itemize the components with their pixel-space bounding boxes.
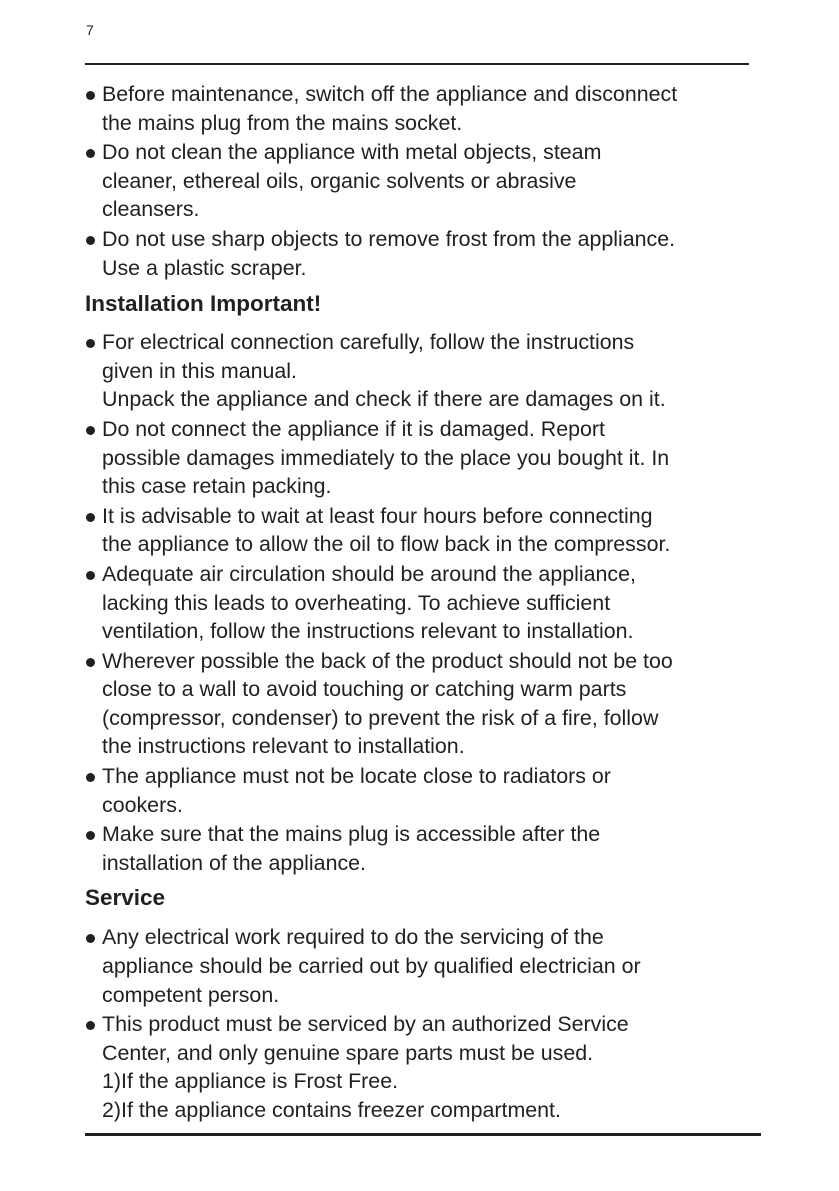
- bullet-dot-icon: [86, 149, 95, 158]
- bullet-item: [85, 415, 765, 501]
- bullet-text-line: cleansers.: [102, 197, 200, 222]
- installation-heading: Installation Important!: [85, 291, 322, 317]
- bullet-item: [85, 647, 765, 761]
- bullet-text-line: possible damages immediately to the place you bought it. In: [102, 445, 670, 470]
- bullet-item: [85, 502, 765, 559]
- bullet-text-line: Do not clean the appliance with metal objects, steam: [102, 140, 602, 165]
- bullet-text-line: This product must be serviced by an authorized Service: [102, 1012, 629, 1037]
- bullet-dot-icon: [86, 426, 95, 435]
- bullet-text-line: Use a plastic scraper.: [102, 255, 307, 280]
- bullet-text-line: cookers.: [102, 792, 183, 817]
- bullet-dot-icon: [86, 1021, 95, 1030]
- bullet-dot-icon: [86, 513, 95, 522]
- page-number: 7: [86, 22, 94, 38]
- bullet-dot-icon: [86, 571, 95, 580]
- bullet-text-line: Any electrical work required to do the servicing of the: [102, 925, 604, 950]
- bullet-item: [85, 820, 765, 877]
- service-list: [85, 923, 765, 1124]
- bullet-text-line: Make sure that the mains plug is accessible after the: [102, 822, 601, 847]
- bullet-text-line: Adequate air circulation should be around the appliance,: [102, 561, 636, 586]
- bullet-item: [85, 138, 765, 224]
- bullet-text-line: appliance should be carried out by qualified electrician or: [102, 954, 641, 979]
- bullet-text-line: For electrical connection carefully, follow the instructions: [102, 330, 635, 355]
- bullet-text-line: It is advisable to wait at least four hours before connecting: [102, 503, 653, 528]
- bullet-text-line: close to a wall to avoid touching or catching warm parts: [102, 677, 627, 702]
- bullet-dot-icon: [86, 236, 95, 245]
- bullet-text-line: given in this manual.: [102, 358, 298, 383]
- bullet-text-line: ventilation, follow the instructions relevant to installation.: [102, 619, 634, 644]
- bullet-text-line: this case retain packing.: [102, 474, 332, 499]
- bullet-dot-icon: [86, 339, 95, 348]
- bullet-text-line: installation of the appliance.: [102, 850, 366, 875]
- bullet-text-line: Center, and only genuine spare parts must be used.: [102, 1040, 594, 1065]
- maintenance-list: [85, 80, 765, 282]
- bullet-text-line: Wherever possible the back of the product should not be too: [102, 648, 673, 673]
- bullet-dot-icon: [86, 91, 95, 100]
- bullet-text-line: Unpack the appliance and check if there are damages on it.: [102, 387, 666, 412]
- service-heading: Service: [85, 885, 166, 911]
- top-divider: [85, 63, 749, 65]
- bullet-text-line: competent person.: [102, 982, 280, 1007]
- bullet-dot-icon: [86, 934, 95, 943]
- bullet-item: [85, 923, 765, 1009]
- bullet-dot-icon: [86, 658, 95, 667]
- bullet-dot-icon: [86, 773, 95, 782]
- bullet-text-line: the mains plug from the mains socket.: [102, 110, 463, 135]
- bullet-text-line: Before maintenance, switch off the appliance and disconnect: [102, 82, 678, 106]
- bottom-divider: [85, 1133, 761, 1136]
- bullet-text-line: 2)If the appliance contains freezer compartment.: [102, 1098, 561, 1122]
- bullet-text-line: the appliance to allow the oil to flow back in the compressor.: [102, 532, 671, 557]
- bullet-item: [85, 1010, 765, 1124]
- bullet-text-line: the instructions relevant to installation.: [102, 734, 465, 759]
- bullet-text-line: lacking this leads to overheating. To achieve sufficient: [102, 590, 611, 615]
- bullet-item: [85, 225, 765, 282]
- bullet-item: [85, 80, 765, 137]
- bullet-item: [85, 560, 765, 646]
- bullet-text-line: The appliance must not be locate close to radiators or: [102, 764, 611, 789]
- bullet-text-line: 1)If the appliance is Frost Free.: [102, 1069, 399, 1094]
- document-body: [85, 80, 765, 1126]
- bullet-dot-icon: [86, 831, 95, 840]
- bullet-item: [85, 762, 765, 819]
- bullet-item: [85, 328, 765, 414]
- bullet-text-line: cleaner, ethereal oils, organic solvents or abrasive: [102, 168, 577, 193]
- bullet-text-line: Do not connect the appliance if it is damaged. Report: [102, 416, 605, 441]
- bullet-text-line: Do not use sharp objects to remove frost from the appliance.: [102, 226, 676, 251]
- bullet-text-line: (compressor, condenser) to prevent the risk of a fire, follow: [102, 705, 659, 730]
- installation-list: [85, 328, 765, 877]
